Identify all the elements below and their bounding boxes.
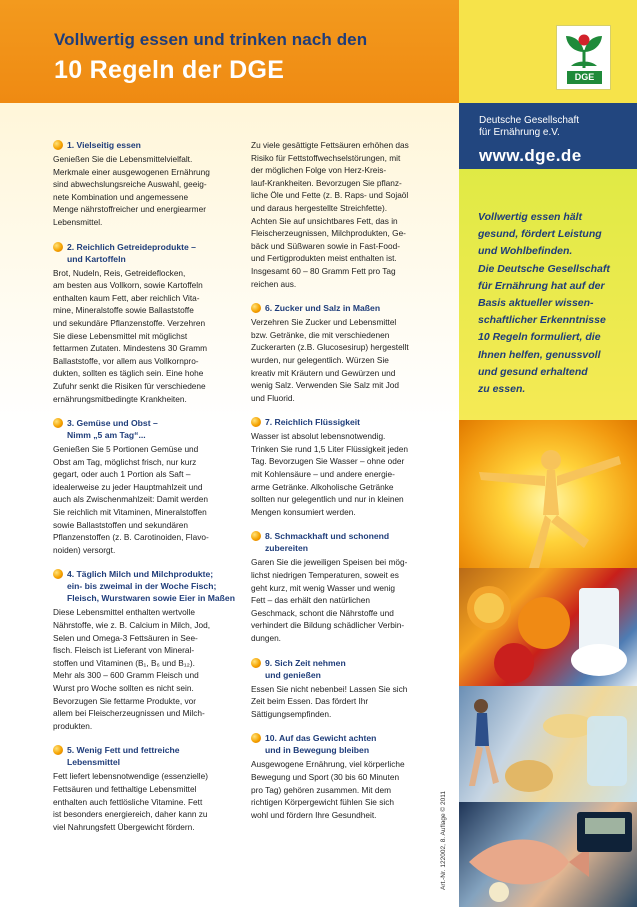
rule-body: Fett liefert lebensnotwendige (essenzielle) Fettsäuren und fetthaltige Lebensmittel enthalten auch fettlösliche Vitamine. Fett ist besonders energiereich, daher kann zu viel Nahrungsfett Übergewicht fördern. <box>53 771 208 832</box>
page-title: 10 Regeln der DGE <box>54 56 285 84</box>
rule-9 <box>251 657 447 721</box>
tagline-box <box>459 169 637 420</box>
website-url[interactable]: www.dge.de <box>479 146 582 165</box>
dge-logo <box>556 25 611 90</box>
logo-area <box>459 0 637 103</box>
bullet-icon <box>53 745 63 755</box>
header-subtitle: Vollwertig essen und trinken nach den <box>54 30 368 49</box>
rule-4 <box>53 568 249 732</box>
rule-title: 2. Reichlich Getreideprodukte – und Kartoffeln <box>53 241 249 265</box>
bullet-icon <box>251 658 261 668</box>
logo-text: DGE <box>574 72 595 82</box>
rule-body: Ausgewogene Ernährung, viel körperliche Bewegung und Sport (30 bis 60 Minuten pro Tag) gehören zusammen. Mit dem richtigen Körpergewicht fühlen Sie sich wohl und fördern Ihre Gesundheit. <box>251 759 405 820</box>
rule-title: 10. Auf das Gewicht achten und in Bewegung bleiben <box>251 732 447 756</box>
rule-title: 9. Sich Zeit nehmen und genießen <box>251 657 447 681</box>
rule-title: 1. Vielseitig essen <box>53 139 249 151</box>
left-column <box>53 139 249 845</box>
rule-7 <box>251 416 447 518</box>
org-name-line2: für Ernährung e.V. <box>479 127 560 138</box>
organization-box <box>459 103 637 169</box>
rule-body: Brot, Nudeln, Reis, Getreideflocken, am besten aus Vollkorn, sowie Kartoffeln enthalten kaum Fett, aber reichlich Vita- mine, Mineralstoffe sowie Ballaststoffe und sekundäre Pflanzenstoffe. Verzehren Sie diese Lebensmittel mit möglichst fettarmen Zutaten. Mindestens 30 Gramm Ballaststoffe, vor allem aus Vollkornpro- dukten, sollten es täglich sein. Eine hohe Zufuhr senkt die Risiken für verschiedene ernährungsmitbedingte Krankheiten. <box>53 267 208 404</box>
rule-1 <box>53 139 249 229</box>
rule-title: 5. Wenig Fett und fettreiche Lebensmittel <box>53 744 249 768</box>
rule-title: 7. Reichlich Flüssigkeit <box>251 416 447 428</box>
rule-body: Genießen Sie 5 Portionen Gemüse und Obst am Tag, möglichst frisch, nur kurz gegart, oder auch 1 Portion als Saft – idealerweise zu jeder Hauptmahlzeit und auch als Zwischenmahlzeit: Damit werden Sie reichlich mit Vitaminen, Mineralstoffen sowie Ballaststoffen und sekundären Pflanzenstoffen (z. B. Carotinoiden, Flavo- noiden) versorgt. <box>53 444 209 555</box>
rule-5-continuation: Zu viele gesättigte Fettsäuren erhöhen das Risiko für Fettstoffwechselstörungen, mit der möglichen Folge von Herz-Kreis- lauf-Krankheiten. Bevorzugen Sie pflanz- liche Öle und Fette (z. B. Raps- und Sojaöl und daraus hergestellte Streichfette). Achten Sie auf unsichtbares Fett, das in Fleischerzeugnissen, Milchprodukten, Ge- bäck und Süßwaren sowie in Fast-Food- und Fertigprodukten meist enthalten ist. Insgesamt 60 – 80 Gramm Fett pro Tag reichen aus. <box>251 140 409 289</box>
rule-body: Diese Lebensmittel enthalten wertvolle Nährstoffe, wie z. B. Calcium in Milch, Jod, Selen und Omega-3 Fettsäuren in See- fisch. Fleisch ist Lieferant von Mineral- stoffen und Vitaminen (B₁, B₆ und B₁₂). Mehr als 300 – 600 Gramm Fleisch und Wurst pro Woche sollten es nicht sein. Bevorzugen Sie fettarme Produkte, vor allem bei Fleischerzeugnissen und Milch- produkten. <box>53 607 211 731</box>
rule-body: Essen Sie nicht nebenbei! Lassen Sie sich Zeit beim Essen. Das fördert Ihr Sättigungsempfinden. <box>251 683 408 719</box>
rule-6 <box>251 302 447 404</box>
rule-title: 3. Gemüse und Obst – Nimm „5 am Tag“... <box>53 417 249 441</box>
fish-scale-photo <box>459 802 637 907</box>
rule-body: Genießen Sie die Lebensmittelvielfalt. Merkmale einer ausgewogenen Ernährung sind abwechslungsreiche Auswahl, geeig- nete Kombination und angemessene Menge nährstoffreicher und energiearmer Lebensmittel. <box>53 154 210 227</box>
rule-10 <box>251 732 447 821</box>
right-column <box>251 139 447 833</box>
rule-3 <box>53 417 249 556</box>
rule-body: Garen Sie die jeweiligen Speisen bei mög- lichst niedrigen Temperaturen, soweit es geht kurz, mit wenig Wasser und wenig Fett – das erhält den natürlichen Geschmack, schont die Nährstoffe und verhindert die Bildung schädlicher Verbin- dungen. <box>251 557 408 643</box>
bullet-icon <box>53 242 63 252</box>
rule-2 <box>53 241 249 406</box>
jogger-bread-water-photo <box>459 686 637 802</box>
bullet-icon <box>251 531 261 541</box>
header-banner <box>0 0 459 103</box>
rule-5 <box>53 744 249 833</box>
yoga-figure-photo <box>459 420 637 568</box>
bullet-icon <box>53 418 63 428</box>
main-content <box>0 103 459 907</box>
article-number: Art.-Nr. 122002, 8. Auflage © 2011 <box>440 791 447 890</box>
bullet-icon <box>251 417 261 427</box>
fruit-vegetables-milk-photo <box>459 568 637 686</box>
rule-title: 8. Schmackhaft und schonend zubereiten <box>251 530 447 554</box>
rule-body: Wasser ist absolut lebensnotwendig. Trinken Sie rund 1,5 Liter Flüssigkeit jeden Tag. Bevorzugen Sie Wasser – ohne oder mit Kohlensäure – und andere energie- arme Getränke. Alkoholische Getränke sollten nur gelegentlich und nur in kleinen Mengen konsumiert werden. <box>251 431 408 517</box>
rule-8 <box>251 530 447 644</box>
side-panel <box>459 0 637 907</box>
bullet-icon <box>251 733 261 743</box>
bullet-icon <box>53 140 63 150</box>
rule-title: 6. Zucker und Salz in Maßen <box>251 302 447 314</box>
tagline-text: Vollwertig essen hält gesund, fördert Leistung und Wohlbefinden. Die Deutsche Gesellschaft für Ernährung hat auf der Basis aktueller wissen- schaftlicher Erkenntnisse 10 Regeln formuliert, die Ihnen helfen, genussvoll und gesund erhaltend zu essen. <box>478 211 610 396</box>
rule-body: Verzehren Sie Zucker und Lebensmittel bzw. Getränke, die mit verschiedenen Zuckerarten (z.B. Glucosesirup) hergestellt wurden, nur gelegentlich. Würzen Sie kreativ mit Kräutern und Gewürzen und wenig Salz. Verwenden Sie Salz mit Jod und Fluorid. <box>251 317 409 403</box>
rule-title: 4. Täglich Milch und Milchprodukte; ein- bis zweimal in der Woche Fisch; Fleisch, Wurstwaren sowie Eier in Maßen <box>53 568 249 604</box>
bullet-icon <box>53 569 63 579</box>
bullet-icon <box>251 303 261 313</box>
org-name-line1: Deutsche Gesellschaft <box>479 115 580 126</box>
